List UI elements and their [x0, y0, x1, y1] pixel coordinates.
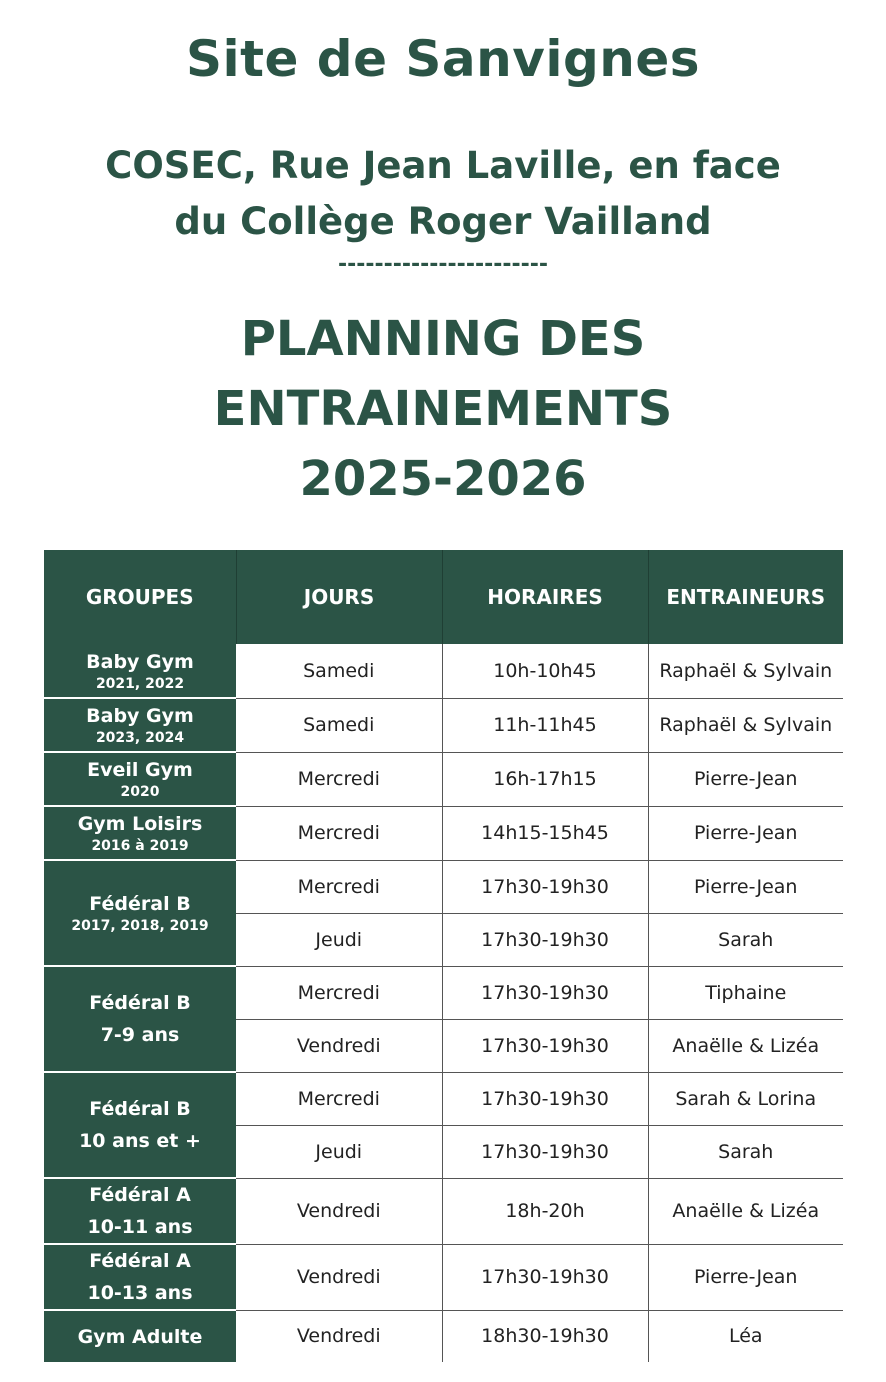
schedule-table: [44, 550, 843, 1362]
table-row: [44, 1072, 843, 1125]
group-age: 7-9 ans: [100, 1024, 180, 1046]
group-age: 10-11 ans: [87, 1216, 193, 1238]
group-name: Fédéral B: [89, 893, 191, 915]
group-name: Gym Loisirs: [77, 813, 203, 835]
time-cell: 16h-17h15: [442, 752, 648, 806]
day-cell: Mercredi: [236, 1072, 442, 1125]
coach-cell: Tiphaine: [648, 966, 843, 1019]
day-cell: Vendredi: [236, 1310, 442, 1362]
group-name: Fédéral B: [89, 992, 191, 1014]
time-cell: 17h30-19h30: [442, 1244, 648, 1310]
time-cell: 17h30-19h30: [442, 1125, 648, 1178]
group-cell: [44, 1072, 236, 1178]
column-header-horaires: HORAIRES: [442, 550, 648, 644]
table-row: [44, 1244, 843, 1310]
group-cell: [44, 806, 236, 860]
day-cell: Vendredi: [236, 1178, 442, 1244]
table-row: [44, 966, 843, 1019]
coach-cell: Sarah: [648, 1125, 843, 1178]
group-name: Gym Adulte: [77, 1325, 203, 1348]
table-row: [44, 644, 843, 698]
time-cell: 17h30-19h30: [442, 860, 648, 913]
header-row: [44, 550, 843, 644]
group-age: 10-13 ans: [87, 1282, 193, 1304]
group-name: Baby Gym: [86, 650, 194, 673]
day-cell: Vendredi: [236, 1244, 442, 1310]
coach-cell: Anaëlle & Lizéa: [648, 1019, 843, 1072]
day-cell: Vendredi: [236, 1019, 442, 1072]
planning-line-2: ENTRAINEMENTS: [213, 381, 673, 437]
planning-title: [0, 304, 886, 514]
coach-cell: Pierre-Jean: [648, 1244, 843, 1310]
group-years: 2017, 2018, 2019: [71, 918, 209, 934]
group-cell: [44, 644, 236, 698]
group-cell: [44, 752, 236, 806]
group-age: 10 ans et +: [79, 1130, 201, 1152]
planning-line-3: 2025-2026: [299, 451, 587, 507]
group-name: Eveil Gym: [87, 759, 193, 781]
column-header-groupes: GROUPES: [44, 550, 236, 644]
group-cell: [44, 1310, 236, 1362]
coach-cell: Pierre-Jean: [648, 806, 843, 860]
group-name: Baby Gym: [86, 705, 194, 727]
time-cell: 17h30-19h30: [442, 913, 648, 966]
time-cell: 17h30-19h30: [442, 1072, 648, 1125]
day-cell: Mercredi: [236, 806, 442, 860]
planning-line-1: PLANNING DES: [240, 311, 646, 367]
group-years: 2023, 2024: [95, 730, 185, 746]
column-header-entraineurs: ENTRAINEURS: [648, 550, 843, 644]
table-row: [44, 1178, 843, 1244]
day-cell: Mercredi: [236, 966, 442, 1019]
coach-cell: Pierre-Jean: [648, 752, 843, 806]
coach-cell: Léa: [728, 1325, 763, 1348]
group-years: 2016 à 2019: [91, 838, 189, 854]
time-cell: 17h30-19h30: [442, 966, 648, 1019]
day-cell: Mercredi: [236, 752, 442, 806]
day-cell: Samedi: [236, 698, 442, 752]
table-row: [44, 860, 843, 913]
coach-cell: Sarah: [648, 913, 843, 966]
table-row: [44, 1310, 843, 1362]
table-row: [44, 806, 843, 860]
coach-cell: Raphaël & Sylvain: [648, 644, 843, 698]
time-cell: 18h30-19h30: [442, 1310, 648, 1362]
time-cell: 14h15-15h45: [442, 806, 648, 860]
group-name: Fédéral A: [89, 1250, 191, 1272]
coach-cell: Sarah & Lorina: [648, 1072, 843, 1125]
group-name: Fédéral A: [89, 1184, 191, 1206]
group-cell: [44, 860, 236, 966]
time-cell: 17h30-19h30: [442, 1019, 648, 1072]
column-header-jours: JOURS: [236, 550, 442, 644]
group-cell: [44, 1178, 236, 1244]
day-cell: Jeudi: [236, 1125, 442, 1178]
time-cell: 11h-11h45: [442, 698, 648, 752]
divider: -----------------------: [337, 252, 548, 277]
group-years: 2021, 2022: [95, 675, 185, 692]
time-cell: 10h-10h45: [442, 644, 648, 698]
address: [0, 138, 886, 250]
group-cell: [44, 966, 236, 1072]
site-title: Site de Sanvignes: [185, 30, 701, 88]
address-line-1: COSEC, Rue Jean Laville, en face: [105, 144, 781, 187]
coach-cell: Raphaël & Sylvain: [648, 698, 843, 752]
table-row: [44, 698, 843, 752]
day-cell: Mercredi: [236, 860, 442, 913]
time-cell: 18h-20h: [442, 1178, 648, 1244]
coach-cell: Anaëlle & Lizéa: [648, 1178, 843, 1244]
day-cell: Samedi: [236, 644, 442, 698]
group-cell: [44, 1244, 236, 1310]
group-years: 2020: [120, 784, 160, 800]
address-line-2: du Collège Roger Vailland: [174, 200, 712, 243]
coach-cell: Pierre-Jean: [648, 860, 843, 913]
group-cell: [44, 698, 236, 752]
day-cell: Jeudi: [236, 913, 442, 966]
group-name: Fédéral B: [89, 1098, 191, 1120]
table-row: [44, 752, 843, 806]
